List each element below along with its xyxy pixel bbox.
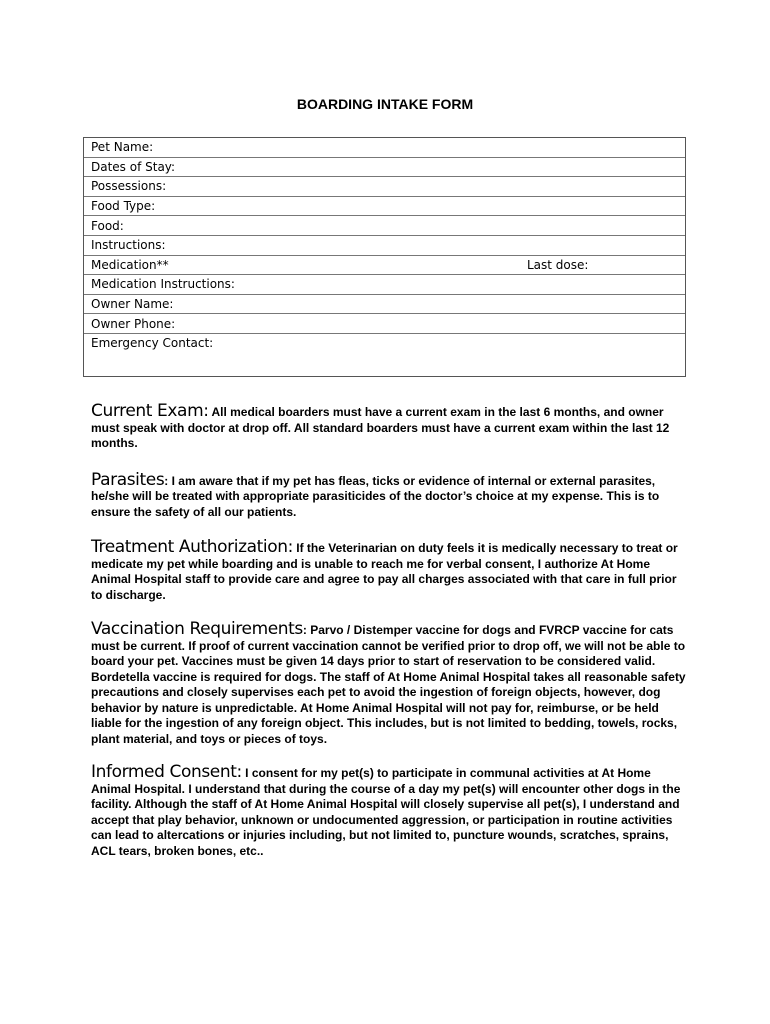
medication-label: Medication** <box>91 257 169 272</box>
medication-field[interactable] <box>84 256 685 276</box>
parasites-text: : I am aware that if my pet has fleas, ticks or evidence of internal or external parasites, he/she will be treated with appropriate parasiticides of the doctor’s choice at my expense. This is to ensure the safety of all our patients. <box>91 473 660 519</box>
dates-of-stay-field[interactable] <box>84 158 685 178</box>
pet-name-label: Pet Name: <box>91 140 154 155</box>
food-label: Food: <box>91 218 124 233</box>
instructions-label: Instructions: <box>91 238 166 253</box>
food-field[interactable] <box>84 216 685 236</box>
owner-phone-label: Owner Phone: <box>91 316 176 331</box>
food-type-field[interactable] <box>84 197 685 217</box>
current-exam-heading: Current Exam: <box>91 401 209 421</box>
dates-of-stay-label: Dates of Stay: <box>91 159 176 174</box>
current-exam-section <box>91 401 686 452</box>
food-type-label: Food Type: <box>91 199 156 214</box>
instructions-field[interactable] <box>84 236 685 256</box>
treatment-authorization-section <box>91 537 686 603</box>
current-exam-text: All medical boarders must have a current exam in the last 6 months, and owner must speak with doctor at drop off. All standard boarders must have a current exam within the last 12 months. <box>91 405 670 450</box>
emergency-contact-label: Emergency Contact: <box>91 335 214 350</box>
vaccination-requirements-heading: Vaccination Requirements <box>91 619 303 639</box>
informed-consent-heading: Informed Consent: <box>91 762 242 782</box>
parasites-section <box>91 469 686 521</box>
emergency-contact-field[interactable] <box>84 334 685 379</box>
informed-consent-section <box>91 762 686 859</box>
owner-phone-field[interactable] <box>84 314 685 334</box>
vaccination-requirements-text: : Parvo / Distemper vaccine for dogs and FVRCP vaccine for cats must be current. If proof of current vaccination cannot be verified prior to drop off, we will not be able to board your pet. Vaccines must be given 14 days prior to start of reservation to be considered valid. Bordetella vaccine is required for dogs. The staff of At Home Animal Hospital takes all reasonable safety precautions and closely supervises each pet to avoid the ingestion of foreign objects, however, dog behavior by nature is unpredictable. At Home Animal Hospital will not pay for, reimburse, or be held liable for the ingestion of any foreign object. This includes, but is not limited to bedding, towels, rocks, plant material, and toys or pieces of toys. <box>91 623 686 746</box>
informed-consent-text: I consent for my pet(s) to participate in communal activities at At Home Animal Hospital. I understand that during the course of a day my pet(s) will encounter other dogs in the facility. Although the staff of At Home Animal Hospital will closely supervise all pet(s), I understand and accept that play behavior, unknown or undocumented aggression, or participation in routine activities can lead to altercations or injuries including, but not limited to, puncture wounds, scratches, sprains, ACL tears, broken bones, etc.. <box>91 766 681 858</box>
owner-name-label: Owner Name: <box>91 297 174 312</box>
form-title: BOARDING INTAKE FORM <box>296 96 474 112</box>
medication-instructions-label: Medication Instructions: <box>91 277 235 292</box>
possessions-field[interactable] <box>84 177 685 197</box>
treatment-authorization-text: If the Veterinarian on duty feels it is medically necessary to treat or medicate my pet while boarding and is unable to reach me for verbal consent, I authorize At Home Animal Hospital staff to provide care and agree to pay all charges associated with that care in full prior to discharge. <box>91 541 678 602</box>
treatment-authorization-heading: Treatment Authorization: <box>91 537 293 557</box>
owner-name-field[interactable] <box>84 295 685 315</box>
medication-instructions-field[interactable] <box>84 275 685 295</box>
vaccination-requirements-section <box>91 619 686 747</box>
parasites-heading: Parasites <box>91 469 165 490</box>
policy-sections <box>91 401 686 879</box>
intake-form-table <box>83 137 686 377</box>
last-dose-label: Last dose: <box>527 257 589 272</box>
possessions-label: Possessions: <box>91 179 167 194</box>
pet-name-field[interactable] <box>84 138 685 158</box>
